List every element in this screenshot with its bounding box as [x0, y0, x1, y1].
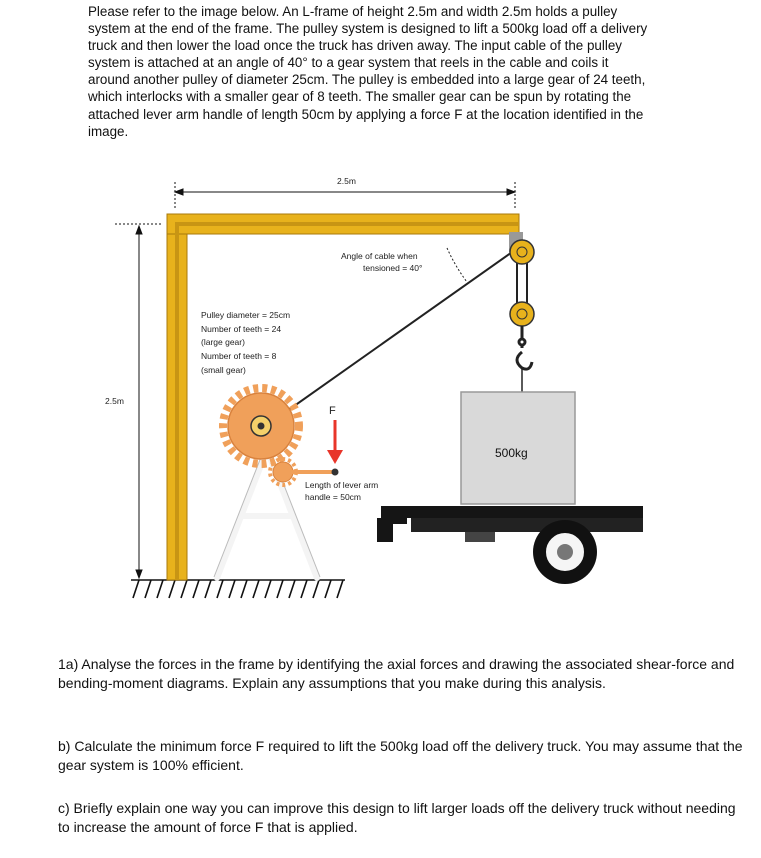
force-arrow: [327, 420, 343, 464]
ground-hatch: [131, 580, 345, 598]
gear-info-line4: Number of teeth = 8: [201, 351, 277, 361]
question-1b: b) Calculate the minimum force F required to lift the 500kg load off the delivery truck. You may assume that the gear system is 100% efficient.: [58, 738, 743, 773]
problem-statement: Please refer to the image below. An L-frame of height 2.5m and width 2.5m holds a pulley system at the end of the frame. The pulley system is designed to lift a 500kg load off a delivery truck and then lower the load once the truck has driven away. The input cable of the pulley system is attached at an angle of 40° to a gear system that reels in the cable and coils it around another pulley of diameter 25cm. The pulley is embedded into a large gear of 24 teeth, which interlocks with a smaller gear of 8 teeth. The smaller gear can be spun by rotating the attached lever arm handle of length 50cm by applying a force F at the location identified in the image.: [88, 4, 648, 139]
crane-diagram: [95, 170, 655, 610]
angle-label-line2: tensioned = 40°: [363, 263, 423, 273]
gear-info-line3: (large gear): [201, 337, 245, 347]
question-1c: c) Briefly explain one way you can improve this design to lift larger loads off the delivery truck without needing to increase the amount of force F that is applied.: [58, 800, 736, 835]
bottom-pulley: [510, 302, 534, 326]
large-gear: [223, 388, 299, 464]
angle-label-line1: Angle of cable when: [341, 251, 418, 261]
force-label: F: [329, 405, 336, 417]
top-pulley: [510, 240, 534, 264]
lever-label-line1: Length of lever arm: [305, 480, 379, 490]
gear-info-line2: Number of teeth = 24: [201, 324, 282, 334]
gear-info-line1: Pulley diameter = 25cm: [201, 310, 291, 320]
hook: [517, 326, 532, 369]
load-label: 500kg: [495, 446, 528, 460]
height-label: 2.5m: [105, 396, 124, 406]
gear-info-line5: (small gear): [201, 365, 246, 375]
truck: [377, 506, 643, 584]
gear-stand: [217, 450, 317, 578]
width-label: 2.5m: [337, 176, 356, 186]
angle-arc: [447, 248, 467, 282]
question-1a: 1a) Analyse the forces in the frame by identifying the axial forces and drawing the associated shear-force and bending-moment diagrams. Explain any assumptions that you make during this analysis.: [58, 656, 735, 691]
lever-label-line2: handle = 50cm: [305, 492, 361, 502]
width-dimension: [175, 182, 515, 210]
